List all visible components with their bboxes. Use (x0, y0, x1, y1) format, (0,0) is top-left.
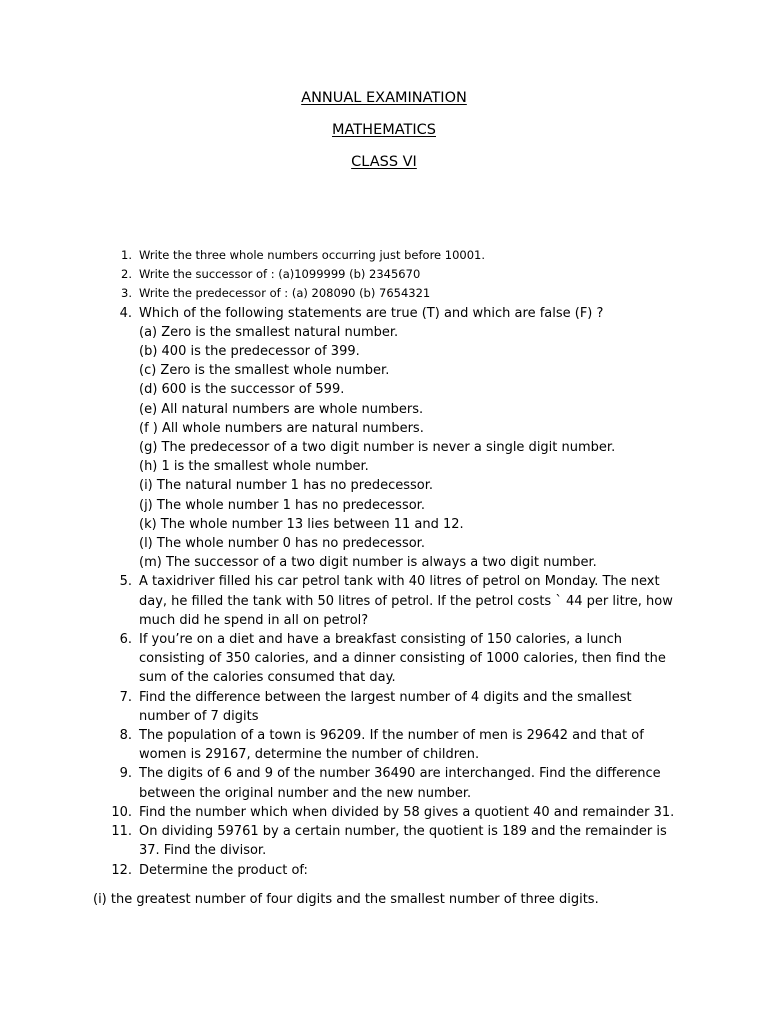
question-text: The population of a town is 96209. If the number of men is 29642 and that of women is 29167, determine the number of children. (139, 728, 644, 763)
question-item (0, 688, 768, 726)
question-text: On dividing 59761 by a certain number, the quotient is 189 and the remainder is 37. Find the divisor. (139, 824, 667, 859)
statement-item: (i) The natural number 1 has no predecessor. (139, 478, 433, 494)
question-item (0, 861, 768, 880)
question-text: If you’re on a diet and have a breakfast consisting of 150 calories, a lunch consisting of 350 calories, and a dinner consisting of 1000 calories, then find the sum of the calories consumed that day. (139, 632, 666, 686)
question-text: Find the number which when divided by 58 gives a quotient 40 and remainder 31. (139, 804, 675, 820)
question-text: Write the three whole numbers occurring just before 10001. (139, 248, 486, 262)
statement-list (139, 323, 679, 573)
question-item (0, 803, 768, 822)
question-item (0, 764, 768, 802)
product-part-i: (i) the greatest number of four digits and the smallest number of three digits. (93, 892, 599, 907)
question-number: 3. (121, 286, 132, 301)
statement-item: (k) The whole number 13 lies between 11 and 12. (139, 516, 464, 532)
statement-item: (l) The whole number 0 has no predecessor. (139, 536, 425, 552)
question-text: The digits of 6 and 9 of the number 36490 are interchanged. Find the difference between the original number and the new number. (139, 766, 661, 801)
question-item (0, 630, 768, 688)
statement-item: (g) The predecessor of a two digit number is never a single digit number. (139, 440, 616, 456)
question-item (0, 246, 768, 265)
question-number: 9. (119, 766, 132, 782)
question-item (0, 284, 768, 303)
statement-item: (e) All natural numbers are whole numbers. (139, 401, 424, 417)
question-number: 1. (121, 248, 132, 262)
question-item (0, 822, 768, 860)
statement-item: (m) The successor of a two digit number is always a two digit number. (139, 555, 597, 571)
question-number: 5. (119, 574, 132, 590)
question-number: 2. (121, 267, 132, 282)
statement-item: (a) Zero is the smallest natural number. (139, 324, 399, 340)
question-item (0, 304, 768, 573)
question-item (0, 572, 768, 630)
question-number: 8. (119, 728, 132, 744)
statement-item: (f ) All whole numbers are natural numbers. (139, 420, 424, 436)
question-text: A taxidriver filled his car petrol tank with 40 litres of petrol on Monday. The next day, he filled the tank with 50 litres of petrol. If the petrol costs ` 44 per litre, how much did he spend in all on petrol? (139, 574, 673, 628)
statement-item: (h) 1 is the smallest whole number. (139, 459, 369, 475)
statement-item: (d) 600 is the successor of 599. (139, 382, 345, 398)
question-item (0, 265, 768, 284)
question-number: 10. (111, 804, 132, 820)
question-number: 12. (111, 862, 132, 878)
question-text: Which of the following statements are true (T) and which are false (F) ? (139, 305, 604, 321)
question-text: Determine the product of: (139, 862, 308, 878)
statement-item: (b) 400 is the predecessor of 399. (139, 344, 360, 360)
statement-item: (c) Zero is the smallest whole number. (139, 363, 390, 379)
question-number: 4. (119, 305, 132, 321)
exam-title: ANNUAL EXAMINATION (301, 90, 467, 106)
question-text: Write the predecessor of : (a) 208090 (b) 7654321 (139, 286, 431, 301)
class-title: CLASS VI (351, 154, 417, 170)
subject-title: MATHEMATICS (332, 122, 436, 138)
question-number: 11. (111, 824, 132, 840)
question-text: Find the difference between the largest number of 4 digits and the smallest number of 7 digits (139, 689, 632, 724)
question-number: 7. (119, 689, 132, 705)
question-item (0, 726, 768, 764)
question-text: Write the successor of : (a)1099999 (b) 2345670 (139, 267, 421, 282)
question-number: 6. (119, 632, 132, 648)
statement-item: (j) The whole number 1 has no predecessor. (139, 497, 425, 513)
question-list (0, 246, 768, 880)
